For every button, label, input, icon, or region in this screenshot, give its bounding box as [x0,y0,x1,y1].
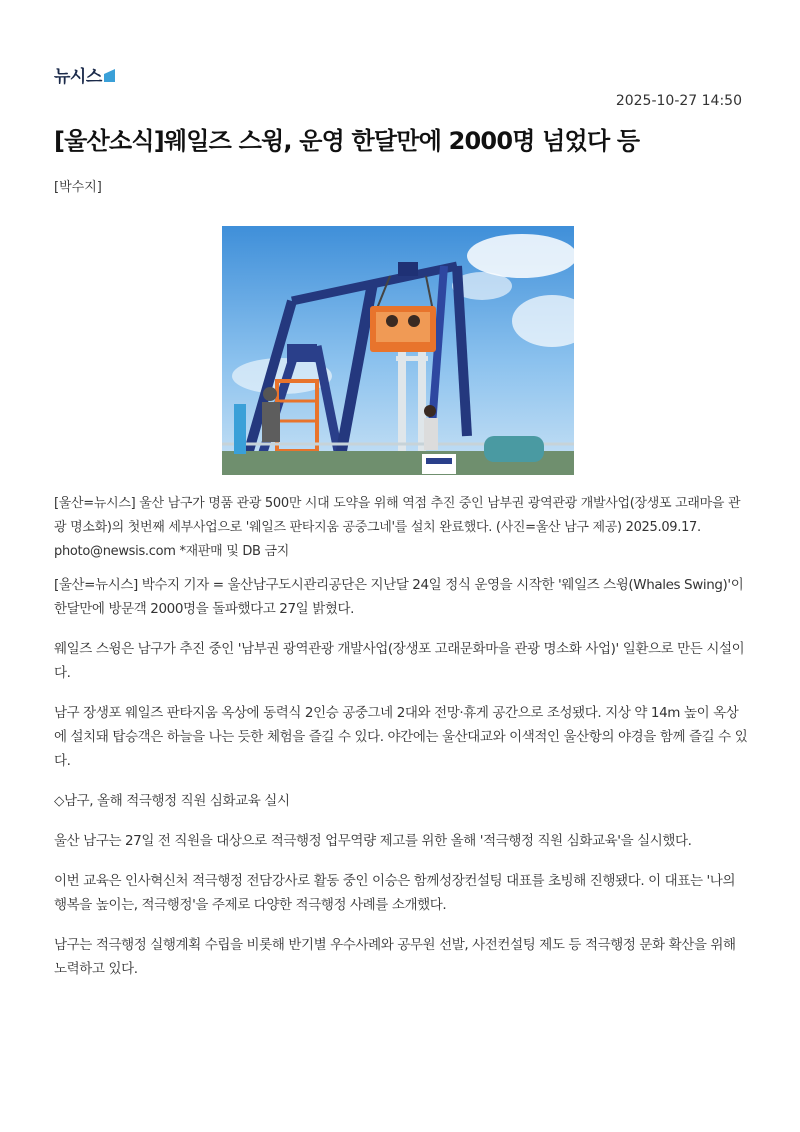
article-paragraph: 웨일즈 스윙은 남구가 추진 중인 '남부권 광역관광 개발사업(장생포 고래문화마을 관광 명소화 사업)' 일환으로 만든 시설이다. [54,641,745,681]
article-paragraph: 이번 교육은 인사혁신처 적극행정 전담강사로 활동 중인 이승은 함께성장컨설팅 대표를 초빙해 진행됐다. 이 대표는 '나의 행복을 높이는, 적극행정'을 주제로 다양한 적극행정 사례를 소개했다. [54,873,736,913]
article-paragraph: [울산=뉴시스] 박수지 기자 = 울산남구도시관리공단은 지난달 24일 정식 운영을 시작한 '웨일즈 스윙(Whales Swing)'이 한달만에 방문객 2000명을 돌파했다고 27일 밝혔다. [54,577,744,617]
logo-mark-icon [104,69,115,82]
publish-date: 2025-10-27 14:50 [615,93,742,109]
article-paragraph: 남구 장생포 웨일즈 판타지움 옥상에 동력식 2인승 공중그네 2대와 전망·휴게 공간으로 조성됐다. 지상 약 14m 높이 옥상에 설치돼 탑승객은 하늘을 나는 듯한 체험을 즐길 수 있다. 야간에는 울산대교와 이색적인 울산항의 야경을 함께 즐길 수 있다. [54,705,748,769]
swing-ride-photo-icon [222,226,574,475]
article-title: [울산소식]웨일즈 스윙, 운영 한달만에 2000명 넘었다 등 [54,127,640,155]
byline: [박수지] [54,180,102,195]
article-paragraph: 남구는 적극행정 실행계획 수립을 비롯해 반기별 우수사례와 공무원 선발, 사전컨설팅 제도 등 적극행정 문화 확산을 위해 노력하고 있다. [54,937,736,977]
photo-caption: [울산=뉴시스] 울산 남구가 명품 관광 500만 시대 도약을 위해 역점 추진 중인 남부권 광역관광 개발사업(장생포 고래마을 관광 명소화)의 첫번째 세부사업으로 '웨일즈 판타지움 공중그네'를 설치 완료했다. (사진=울산 남구 제공) 2025.09.17. photo@newsis.com *재판매 및 DB 금지 [54,496,741,559]
article-paragraph: 울산 남구는 27일 전 직원을 대상으로 적극행정 업무역량 제고를 위한 올해 '적극행정 직원 심화교육'을 실시했다. [54,833,692,849]
article-subheading: ◇남구, 올해 적극행정 직원 심화교육 실시 [54,793,290,809]
article-photo [222,226,574,475]
newsis-logo[interactable] [54,62,115,87]
logo-text: 뉴시스 [54,67,102,87]
article-body [54,573,748,997]
